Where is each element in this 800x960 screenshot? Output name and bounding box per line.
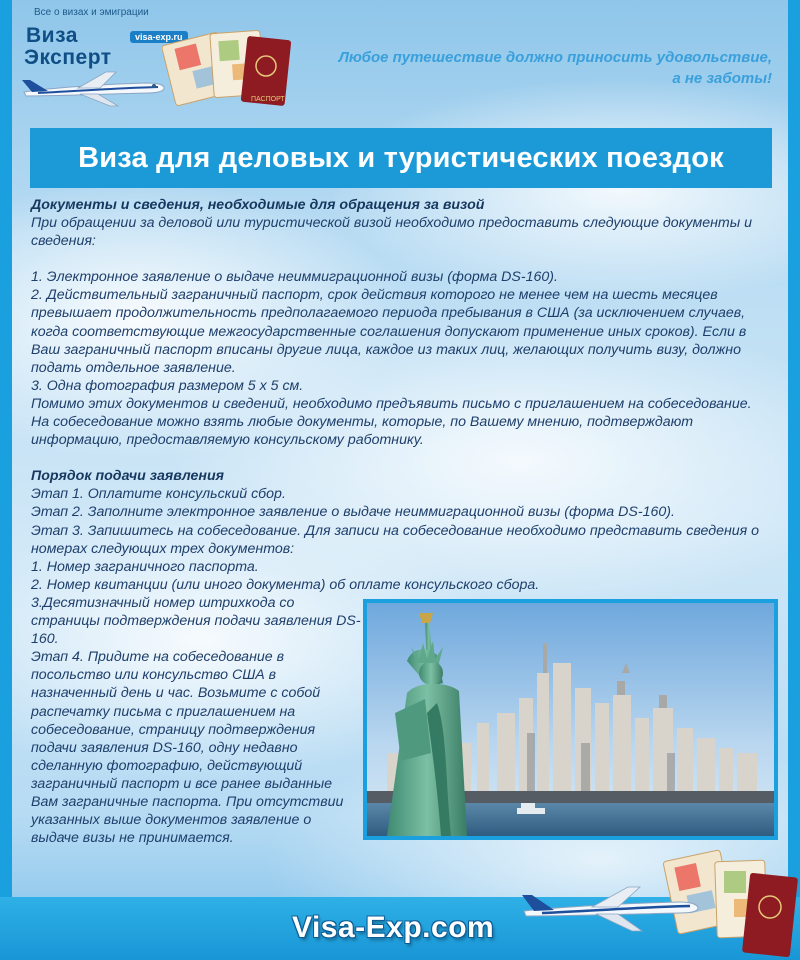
title-banner [30, 128, 772, 188]
section-heading-procedure: Порядок подачи заявления [31, 468, 224, 485]
procedure-step: Этап 3. Запишитесь на собеседование. Для записи на собеседование необходимо представить сведения о номерах следующих трех документов: [31, 522, 760, 557]
procedure-substep: 3.Десятизначный номер штрихкода со страницы подтверждения подачи заявления DS-160. [31, 595, 361, 648]
right-border [788, 0, 800, 960]
motto-line-2: а не заботы! [672, 70, 772, 87]
procedure-step: Этап 1. Оплатите консульский сбор. [31, 486, 286, 503]
article-body [31, 196, 771, 594]
site-logo[interactable] [22, 20, 292, 108]
airplane-icon [18, 66, 168, 110]
site-tagline: Все о визах и эмиграции [34, 7, 149, 18]
procedure-step: Этап 4. Придите на собеседование в посольство или консульство США в назначенный день и час. Возьмите с собой распечатку письма с приглашением на собеседование, страницу подтверждения подачи заявления DS-160, одну недавно сделанную фотографию, действующий заграничный паспорт и все ранее выданные Вам заграничные паспорта. При отсутствии указанных выше документов заявление о выдаче визы не принимается. [31, 649, 344, 847]
procedure-step: Этап 2. Заполните электронное заявление о выдаче неиммиграционной визы (форма DS-160). [31, 504, 675, 521]
section-intro: При обращении за деловой или туристической визой необходимо предоставить следующие документы и сведения: [31, 215, 752, 250]
article-body-wrapped [31, 594, 361, 847]
page-header [12, 0, 788, 115]
procedure-substep: 2. Номер квитанции (или иного документа) об оплате консульского сбора. [31, 576, 540, 593]
document-note: Помимо этих документов и сведений, необходимо предъявить письмо с приглашением на собеседование. На собеседование можно взять любые документы, которые, по Вашему мнению, подтверждают информацию, предоставляемую консульскому работнику. [31, 395, 752, 449]
footer-airplane-passports-icon [520, 845, 800, 960]
procedure-substep: 1. Номер заграничного паспорта. [31, 558, 259, 575]
document-item: 3. Одна фотография размером 5 х 5 см. [31, 377, 304, 394]
logo-url-badge: visa-exp.ru [130, 31, 188, 43]
footer-brand[interactable]: Visa-Exp.com [292, 911, 495, 944]
left-border [0, 0, 12, 960]
motto-line-1: Любое путешествие должно приносить удовольствие, [338, 49, 772, 66]
site-motto [302, 47, 772, 89]
logo-word-expert: Эксперт [24, 46, 112, 69]
section-heading-documents: Документы и сведения, необходимые для обращения за визой [31, 197, 485, 213]
statue-of-liberty-photo [363, 599, 778, 840]
document-item: 1. Электронное заявление о выдаче неиммиграционной визы (форма DS-160). [31, 269, 558, 286]
passport-label: ПАСПОРТ [251, 96, 285, 103]
document-item: 2. Действительный заграничный паспорт, срок действия которого не менее чем на шесть месяцев превышает продолжительность предполагаемого периода пребывания в США (за исключением случаев, когда соответствующие межгосударственные соглашения допускают применение иных сроков). Если в Ваш заграничный паспорт вписаны другие лица, каждое из таких лиц, желающих получить визу, должно подать отдельное заявление. [31, 287, 747, 376]
page-title: Виза для деловых и туристических поездок [78, 141, 724, 174]
logo-word-visa: Виза [26, 24, 78, 47]
passports-icon [162, 24, 292, 108]
